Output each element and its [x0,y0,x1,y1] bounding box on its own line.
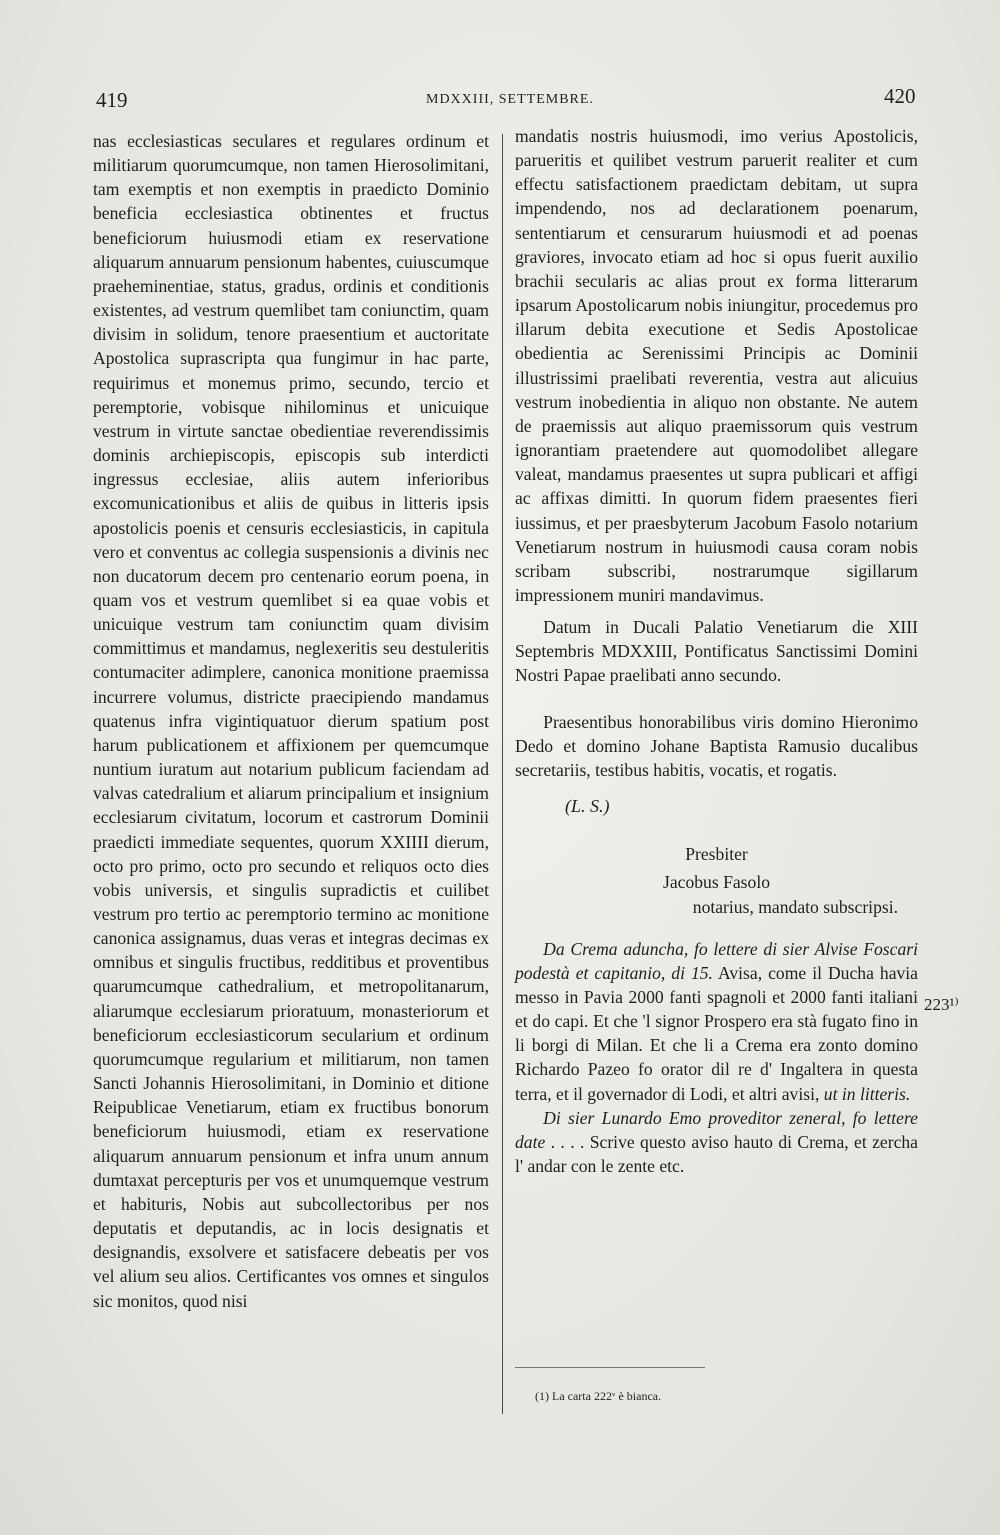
page-number-left: 419 [96,88,128,112]
signature-name: Jacobus Fasolo [662,872,771,893]
footnote: (1) La carta 222ᵛ è bianca. [535,1389,662,1403]
paragraph-mandatis: mandatis nostris huiusmodi, imo verius Apostolicis, parueritis et quilibet vestrum paruerit realiter et cum effectu satisfactionem praedictam debitam, ut supra impendendo, nos ad declarationem poenarum, sententiarum et censurarum huiusmodi et ad poenas graviores, invocato etiam ad hoc si opus fuerit auxilio brachii secularis ac alias prout ex forma litterarum ipsarum Apostolicarum nobis iniungitur, procedemus pro illarum debita executione et Sedis Apostolicae obedientia ac Serenissimi Principis ac Dominii illustrissimi praelibati reverentia, vestra aut alicuius vestrum inobedientia in aliquo non obstante. Ne autem de praemissis aut aliquo praemissorum quis vestrum ignorantiam praetendere aut quomodolibet allegare valeat, mandamus praesentes ut supra publicari et affigi ac affixas dimitti. In quorum fidem praesentes fieri iussimus, et per praesbyterum Jacobum Fasolo notarium Venetiarum nostrum in huiusmodi causa coram nobis scribam subscribi, nostrarumque sigillarum impressionem muniri mandavimus. [515,126,918,605]
paragraph-emo-intro: Di sier Lunardo Emo proveditor zeneral, fo lettere date [515,1107,918,1152]
paragraph-crema-body: Avisa, come il Ducha havia messo in Pavia 2000 fanti spagnoli et 2000 fanti italiani et do capi. Et che 'l signor Prospero era stà fugato fino in li borgi di Milan. Et che li a Crema era zonto domino Richardo Pazeo fo orator dil re d' Ingaltera in questa terra, et il governador di Lodi, et altri avisi, [515,962,918,1104]
paragraph-emo-body: . . . . Scrive questo aviso hauto di Crema, et zercha l' andar con le zente etc. [515,1131,918,1177]
paragraph-praesentibus: Praesentibus honorabilibus viris domino Hieronimo Dedo et domino Johane Baptista Ramusio ducalibus secretariis, testibus habitis, vocatis, et rogatis. [515,711,918,780]
footnote-rule [515,1367,705,1368]
signature-line: notarius, mandato subscripsi. [692,896,898,917]
left-column-text: nas ecclesiasticas seculares et regulares ordinum et militiarum quorumcumque, non tamen Hierosolimitani, tam exemptis et non exemptis in praedicto Dominio beneficia ecclesiastica obtinentes et fructus beneficiorum huiusmodi etiam ex reservatione aliquarum annuarum pensionum habentes, cuiuscumque praeheminentiae, status, gradus, ordinis et conditionis existentes, ad vestrum quemlibet tam coniunctim, quam divisim in solidum, tenore praesentium et auctoritate Apostolica suprascripta qua fungimur in hac parte, requirimus et monemus primo, secundo, tercio et peremptorie, vobisque nihilominus et unicuique vestrum in virtute sanctae obedientiae reverendissimis dominis archiepiscopis, episcopis sub interdicti ingressus ecclesiae, aliis autem inferioribus excomunicationibus et aliis de quibus in litteris ipsis apostolicis poenis et censuris ecclesiasticis, in capitula vero et conventus ac collegia suspensionis a divinis nec non ducatorum decem pro centenario eorum poena, in quam vos et vestrum quemlibet si ea quae vobis et unicuique vestrum tam coniunctim quam divisim committimus et mandamus, neglexeritis seu destuleritis contumaciter adimplere, canonica monitione praemissa incurrere volumus, districte praecipiendo mandamus quatenus infra vigintiquatuor dierum spatium post harum publicationem et affixionem per quemcumque nuntium iuratum aut notarium publicum faciendam ad valvas catedralium et aliarum principalium et insignium ecclesiarum civitatum, locorum et castrorum Dominii praedicti immediate sequentes, quorum XXIIII dierum, octo pro primo, octo pro secundo et reliquos octo dies vobis universis, et singulis supradictis et cuilibet vestrum pro tertio ac peremptorio termino ac monitione canonica assignamus, duas veras et integras decimas ex omnibus et singulis fructibus, redditibus et proventibus quarumcumque cathedralium, et metropolitanarum, aliarumque ecclesiarum prioratuum, monasteriorum et beneficiorum ecclesiasticorum secularium et ordinum quorumcumque regularium et militiarum, non tamen Sancti Johannis Hierosolimitani, in Dominio et ditione Reipublicae Venetiarum, etiam ex fructibus bonorum beneficiorum huiusmodi, etiam ex reservatione aliquarum annuarum pensionum et infra unum annum dumtaxat percepturis per vos et unumquemque vestrum et habituris, Nobis aut subcollectoribus per nos deputatis et deputandis, ac in locis designatis et designandis, exsolvere et satisfacere debeatis per vos vel alium seu alios. Certificantes vos omnes et singulos sic monitos, quod nisi [93,131,489,1311]
seal-mark: (L. S.) [565,796,610,817]
page-number-right: 420 [884,84,916,108]
running-title: MDXXIII, SETTEMBRE. [426,92,594,107]
column-divider [502,134,503,1414]
paragraph-crema [515,937,918,1106]
paragraph-emo [515,1106,918,1178]
left-column [93,129,489,1313]
signature-title: Presbiter [685,844,748,865]
margin-folio-note: 223¹⁾ [924,995,959,1014]
running-head [0,84,1000,118]
right-column [515,124,918,1178]
paragraph-crema-intro: Da Crema aduncha, fo lettere di sier Alvise Foscari podestà et capitanio, di 15. [515,938,918,983]
paragraph-crema-end: ut in litteris. [823,1083,911,1104]
paragraph-datum: Datum in Ducali Palatio Venetiarum die XIII Septembris MDXXIII, Pontificatus Sanctissimi Domini Nostri Papae praelibati anno secundo. [515,617,918,686]
